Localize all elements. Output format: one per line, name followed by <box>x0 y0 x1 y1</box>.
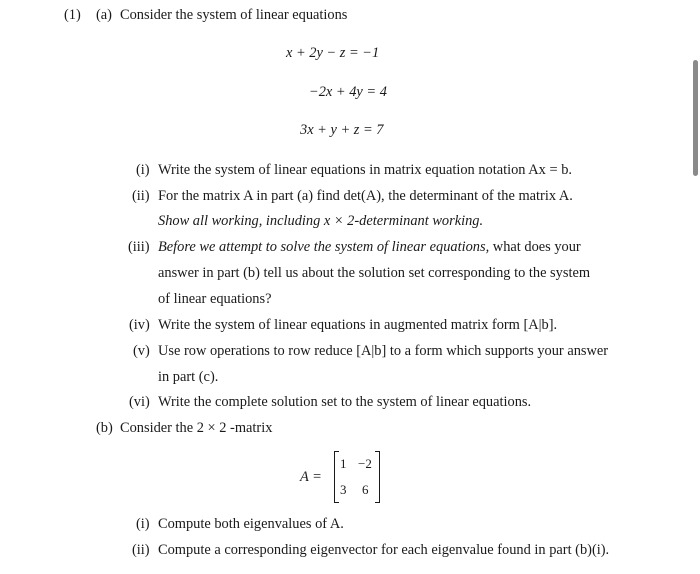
item-a-iii-rest: what does your <box>489 239 581 255</box>
equation-1: x + 2y − z = −1 <box>286 45 380 61</box>
item-b-ii-text: Compute a corresponding eigenvector for each eigenvalue found in part (b)(i). <box>158 542 610 558</box>
equation-2: −2x + 4y = 4 <box>309 84 387 100</box>
matrix-cell-2-2: 6 <box>362 482 369 497</box>
part-a-label: (a) <box>96 7 112 23</box>
matrix-lhs: A = <box>300 469 322 485</box>
part-b-label: (b) <box>96 420 113 436</box>
item-a-iv-text: Write the system of linear equations in augmented matrix form [A|b]. <box>158 317 558 333</box>
item-a-v-text-2: in part (c). <box>158 369 219 385</box>
part-b-intro: Consider the 2 × 2 -matrix <box>120 420 273 436</box>
matrix-cell-1-2: −2 <box>358 456 372 471</box>
matrix-cell-2-1: 3 <box>340 482 347 497</box>
question-number: (1) <box>64 7 81 23</box>
item-a-iii-italic: Before we attempt to solve the system of linear equations, <box>158 239 490 255</box>
item-a-vi-label: (vi) <box>129 394 150 410</box>
item-a-v-text: Use row operations to row reduce [A|b] to a form which supports your answer <box>158 343 609 359</box>
left-bracket <box>334 451 339 503</box>
matrix-a <box>334 451 380 503</box>
part-a-intro: Consider the system of linear equations <box>120 7 348 23</box>
item-a-iii-line-1 <box>158 238 581 256</box>
scrollbar-thumb[interactable] <box>693 60 698 176</box>
item-a-i-text: Write the system of linear equations in matrix equation notation Ax = b. <box>158 162 572 178</box>
equation-3: 3x + y + z = 7 <box>300 122 384 138</box>
item-a-ii-text-2: Show all working, including x × 2-determinant working. <box>158 213 484 229</box>
item-b-ii-label: (ii) <box>132 542 150 558</box>
item-a-iv-label: (iv) <box>129 317 150 333</box>
item-a-iii-text-3: of linear equations? <box>158 291 272 307</box>
item-a-v-label: (v) <box>133 343 150 359</box>
item-a-ii-text: For the matrix A in part (a) find det(A), the determinant of the matrix A. <box>158 188 573 204</box>
item-a-ii-label: (ii) <box>132 188 150 204</box>
item-b-i-label: (i) <box>136 516 150 532</box>
matrix-cell-1-1: 1 <box>340 456 347 471</box>
right-bracket <box>375 451 380 503</box>
item-b-i-text: Compute both eigenvalues of A. <box>158 516 344 532</box>
item-a-vi-text: Write the complete solution set to the system of linear equations. <box>158 394 532 410</box>
item-a-i-label: (i) <box>136 162 150 178</box>
item-a-iii-label: (iii) <box>128 239 150 255</box>
item-a-iii-text-2: answer in part (b) tell us about the solution set corresponding to the system <box>158 265 591 281</box>
